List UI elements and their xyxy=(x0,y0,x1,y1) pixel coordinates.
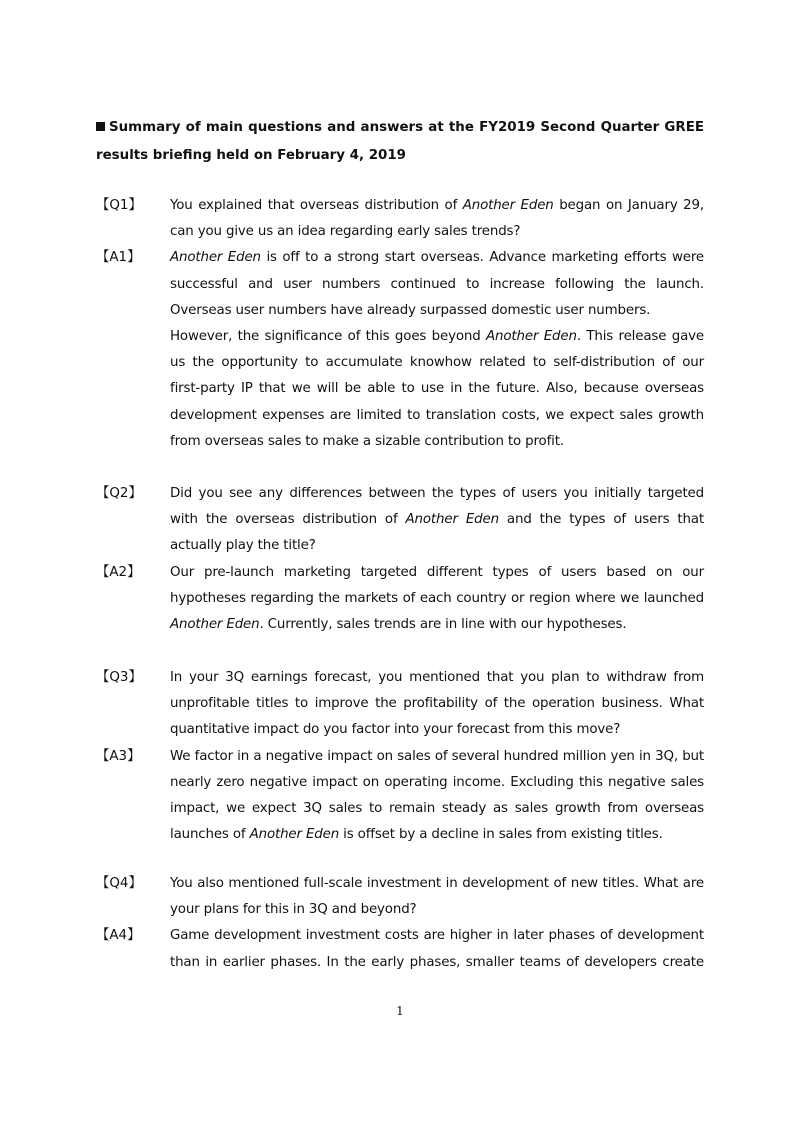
italic-title: Another Eden xyxy=(462,198,554,213)
question xyxy=(96,665,704,744)
paragraph: Our pre-launch marketing targeted different types of users based on our hypotheses regarding the markets of each country or region where we launched Another Eden. Currently, sales trends are in line with our hypotheses. xyxy=(170,564,704,633)
answer-label: 【A4】 xyxy=(96,928,141,944)
paragraph: Did you see any differences between the types of users you initially targeted with the overseas distribution of Another Eden and the types of users that actually play the title? xyxy=(170,486,705,554)
question-text xyxy=(170,193,704,245)
qa-block xyxy=(96,193,704,455)
paragraph: You explained that overseas distribution of Another Eden began on January 29, can you give us an idea regarding early sales trends? xyxy=(170,198,704,240)
paragraph: You also mentioned full-scale investment in development of new titles. What are your plans for this in 3Q and beyond? xyxy=(170,876,704,918)
answer-label: 【A2】 xyxy=(96,564,141,580)
question-label: 【Q3】 xyxy=(96,670,142,685)
answer-text xyxy=(170,744,704,849)
answer-label: 【A3】 xyxy=(96,748,141,764)
question xyxy=(96,871,704,923)
title-text: Summary of main questions and answers at the FY2019 Second Quarter GREE results briefing held on February 4, 2019 xyxy=(96,120,704,163)
italic-title: Another Eden xyxy=(486,329,577,345)
question xyxy=(96,481,704,560)
question-text xyxy=(170,871,704,923)
italic-title: Another Eden xyxy=(170,250,261,266)
italic-title: Another Eden xyxy=(170,617,260,633)
paragraph: However, the significance of this goes beyond Another Eden. This release gave us the opportunity to accumulate knowhow related to self-distribution of our first-party IP that we will be able to use in the future. Also, because overseas development expenses are limited to translation costs, we expect sales growth from overseas sales to make a sizable contribution to profit. xyxy=(170,329,704,449)
paragraph: In your 3Q earnings forecast, you mentioned that you plan to withdraw from unprofitable titles to improve the profitability of the operation business. What quantitative impact do you factor into your forecast from this move? xyxy=(170,670,704,738)
paragraph: Another Eden is off to a strong start overseas. Advance marketing efforts were successful and user numbers continued to increase following the launch. Overseas user numbers have already surpassed domestic user numbers. xyxy=(170,250,704,318)
italic-title: Another Eden xyxy=(249,827,340,843)
answer-text xyxy=(170,560,704,639)
italic-title: Another Eden xyxy=(405,512,499,528)
question-label: 【Q1】 xyxy=(96,198,142,213)
answer xyxy=(96,245,704,455)
page-number: 1 xyxy=(396,1004,404,1018)
paragraph: Game development investment costs are higher in later phases of development than in earlier phases. In the early phases, smaller teams of developers create xyxy=(170,928,704,970)
document-title xyxy=(96,114,704,170)
black-square-icon xyxy=(96,122,105,131)
answer xyxy=(96,560,704,639)
qa-block xyxy=(96,481,704,638)
question-label: 【Q2】 xyxy=(96,486,142,501)
question xyxy=(96,193,704,245)
answer xyxy=(96,923,704,975)
qa-block xyxy=(96,871,704,976)
question-text xyxy=(170,665,704,744)
question-label: 【Q4】 xyxy=(96,876,142,891)
answer-label: 【A1】 xyxy=(96,250,141,266)
question-text xyxy=(170,481,704,560)
answer-text xyxy=(170,245,704,455)
answer xyxy=(96,744,704,849)
answer-text xyxy=(170,923,704,975)
paragraph: We factor in a negative impact on sales of several hundred million yen in 3Q, but nearly zero negative impact on operating income. Excluding this negative sales impact, we expect 3Q sales to remain steady as sales growth from overseas launches of Another Eden is offset by a decline in sales from existing titles. xyxy=(170,748,704,843)
qa-block xyxy=(96,665,704,848)
